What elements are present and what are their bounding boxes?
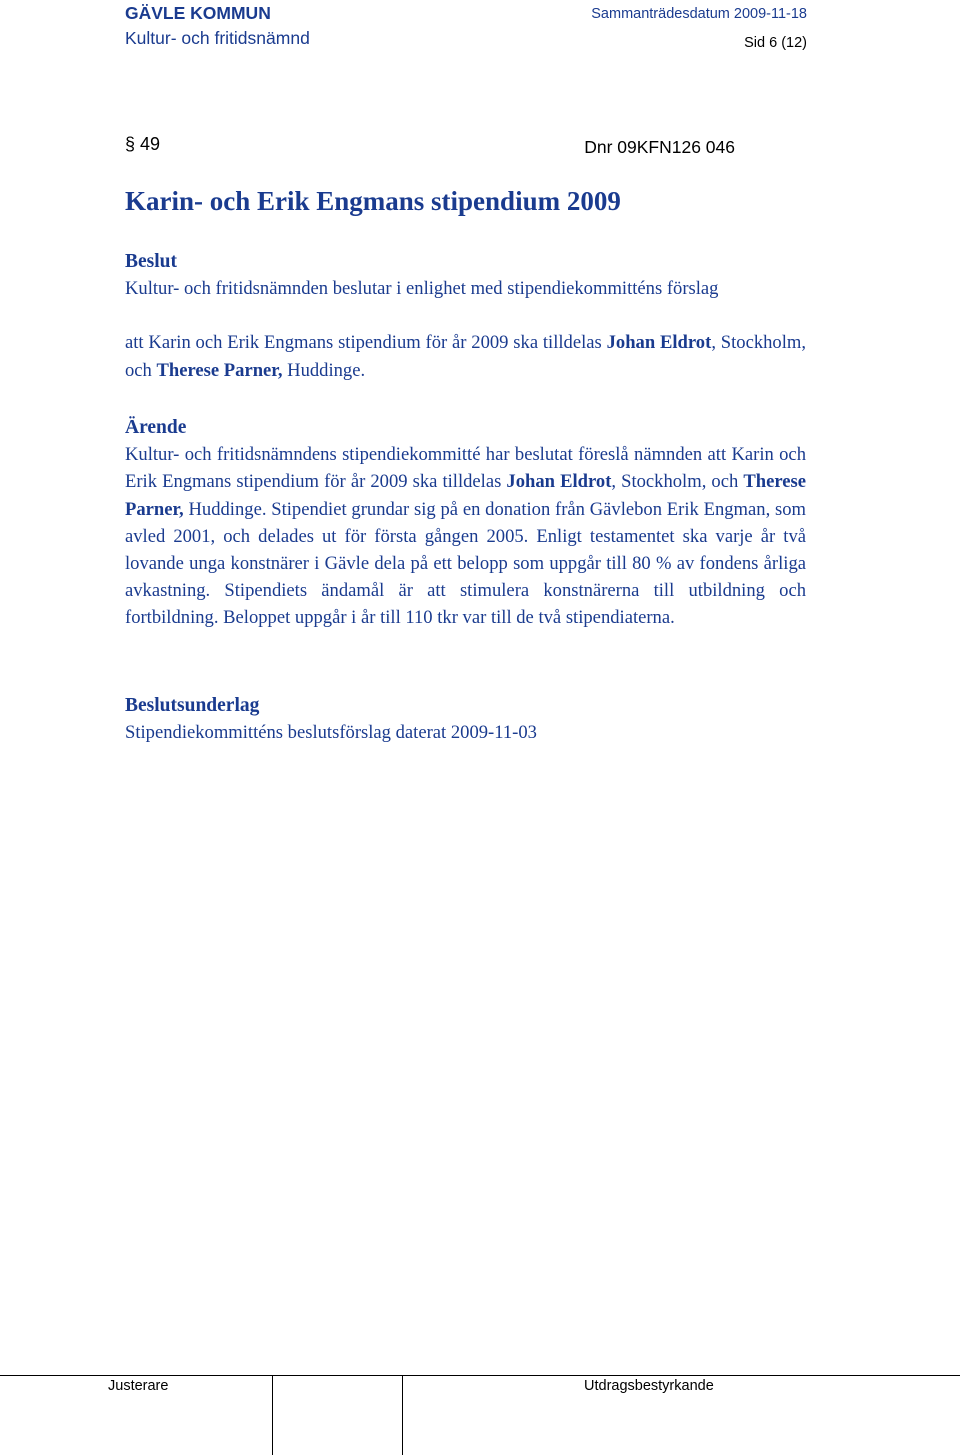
beslut-text-part: att Karin och Erik Engmans stipendium för år 2009 ska tilldelas [125,332,607,354]
beslut-text-part: , Stockholm, och [125,332,807,381]
meeting-date: Sammanträdesdatum 2009-11-18 [591,6,807,22]
page-number: Sid 6 (12) [744,35,807,51]
beslut-heading: Beslut [125,251,178,272]
beslutsunderlag-section [125,692,806,746]
paragraph-number: § 49 [125,134,161,154]
diary-number: Dnr 09KFN126 046 [584,137,735,157]
arende-text-part: Huddinge. Stipendiet grundar sig på en donation från Gävlebon Erik Engman, som avled 2001, och delades ut för första gången 2005. Enligt testamentet ska varje år två lovande unga konstnärer i Gävle dela på ett belopp som uppgår till 80 % av fondens årliga avkastning. Stipendiets ändamål är att stimulera konstnärerna till utbildning och fortbildning. Beloppet uppgår i år till 110 tkr var till de två stipendiaterna. [125,498,806,629]
department-name: Kultur- och fritidsnämnd [125,28,310,48]
header-right [591,5,807,52]
recipient-name: Therese Parner, [156,359,283,381]
arende-body [125,441,806,631]
footer-divider [0,1375,960,1376]
beslut-section [125,248,806,384]
beslut-decision-text [125,329,806,383]
beslut-text-part: Huddinge. [282,359,366,381]
arende-heading: Ärende [125,417,187,438]
arende-text-part: , Stockholm, och [611,471,744,493]
arende-text-part: Kultur- och fritidsnämndens stipendiekommitté har beslutat föreslå nämnden att Karin och Erik Engmans stipendium för år 2009 ska tilldelas [125,444,806,493]
recipient-name: Therese Parner, [125,471,806,520]
header-left [125,3,310,48]
organization-name: GÄVLE KOMMUN [125,3,271,23]
document-title: Karin- och Erik Engmans stipendium 2009 [125,186,621,216]
beslut-line: Kultur- och fritidsnämnden beslutar i enlighet med stipendiekommitténs förslag [125,278,719,300]
justerare-label: Justerare [108,1378,169,1394]
beslutsunderlag-heading: Beslutsunderlag [125,695,260,716]
beslutsunderlag-text: Stipendiekommitténs beslutsförslag daterat 2009-11-03 [125,722,537,744]
utdragsbestyrkande-label: Utdragsbestyrkande [584,1378,714,1394]
footer-column-divider [272,1375,273,1455]
footer-column-divider [402,1375,403,1455]
recipient-name: Johan Eldrot [506,471,612,493]
recipient-name: Johan Eldrot [606,332,712,354]
arende-section [125,414,806,632]
paragraph-row [125,134,735,155]
